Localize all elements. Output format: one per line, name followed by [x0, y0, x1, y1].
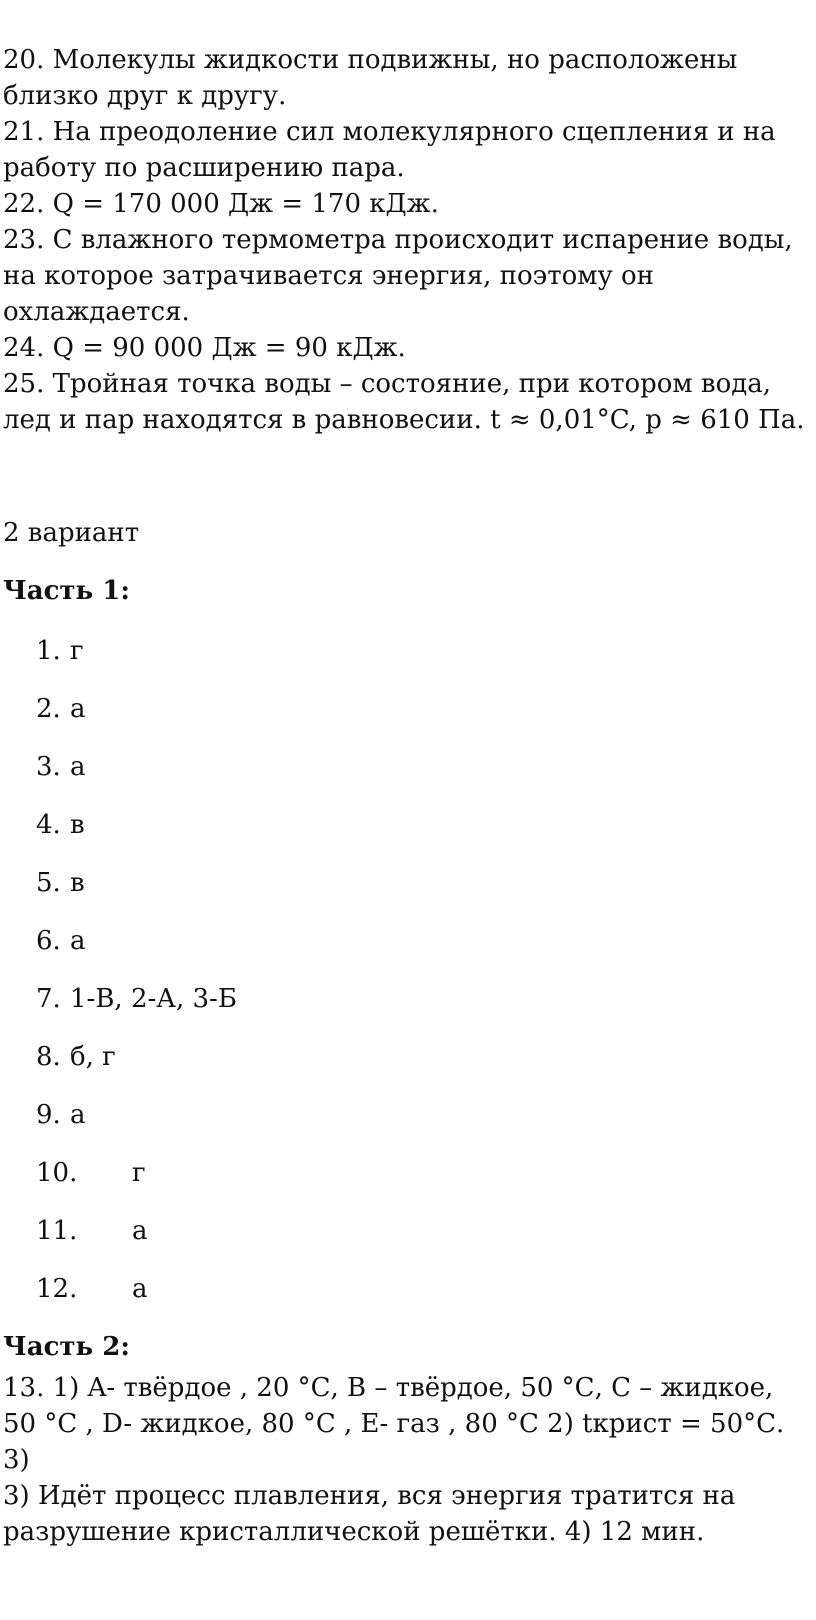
item-value: а	[70, 926, 86, 956]
item-value: в	[70, 868, 85, 898]
part1-heading: Часть 1:	[3, 576, 130, 606]
item-value: а	[70, 694, 86, 724]
item-number: 2.	[36, 694, 61, 724]
item-value: 1-В, 2-А, 3-Б	[70, 984, 237, 1014]
answer-25: 25. Тройная точка воды – состояние, при котором вода, лед и пар находятся в равновесии. t ≈ 0,01°C, p ≈ 610 Па.	[3, 369, 805, 435]
item-number: 1.	[36, 636, 61, 666]
item-value: а	[70, 1100, 86, 1130]
item-number: 12.	[36, 1274, 78, 1304]
item-value: а	[70, 752, 86, 782]
item-number: 6.	[36, 926, 61, 956]
item-number: 4.	[36, 810, 61, 840]
item-number: 10.	[36, 1158, 78, 1188]
item-number: 11.	[36, 1216, 78, 1246]
item-number: 3.	[36, 752, 61, 782]
answer-21: 21. На преодоление сил молекулярного сцепления и на работу по расширению пара.	[3, 117, 776, 183]
item-number: 9.	[36, 1100, 61, 1130]
part2-heading: Часть 2:	[3, 1332, 130, 1362]
answer-22: 22. Q = 170 000 Дж = 170 кДж.	[3, 189, 439, 219]
item-number: 8.	[36, 1042, 61, 1072]
item-value: г	[70, 636, 84, 666]
item-number: 7.	[36, 984, 61, 1014]
answer-24: 24. Q = 90 000 Дж = 90 кДж.	[3, 333, 406, 363]
answer-20: 20. Молекулы жидкости подвижны, но расположены близко друг к другу.	[3, 45, 738, 111]
item-value: в	[70, 810, 85, 840]
item-value: б, г	[70, 1042, 116, 1072]
item-value: а	[132, 1216, 148, 1246]
answer-13: 13. 1) A- твёрдое , 20 °С, В – твёрдое, 50 °С, С – жидкое, 50 °С , D- жидкое, 80 °С , Е- газ , 80 °С 2) tкрист = 50°С. 3) 3) Идёт процесс плавления, вся энергия тратится на разрушение кристаллической решётки. 4) 12 мин.	[3, 1373, 785, 1547]
item-value: г	[132, 1158, 146, 1188]
answer-23: 23. С влажного термометра происходит испарение воды, на которое затрачивается энергия, поэтому он охлаждается.	[3, 225, 793, 327]
item-number: 5.	[36, 868, 61, 898]
variant-title: 2 вариант	[3, 518, 140, 548]
item-value: а	[132, 1274, 148, 1304]
